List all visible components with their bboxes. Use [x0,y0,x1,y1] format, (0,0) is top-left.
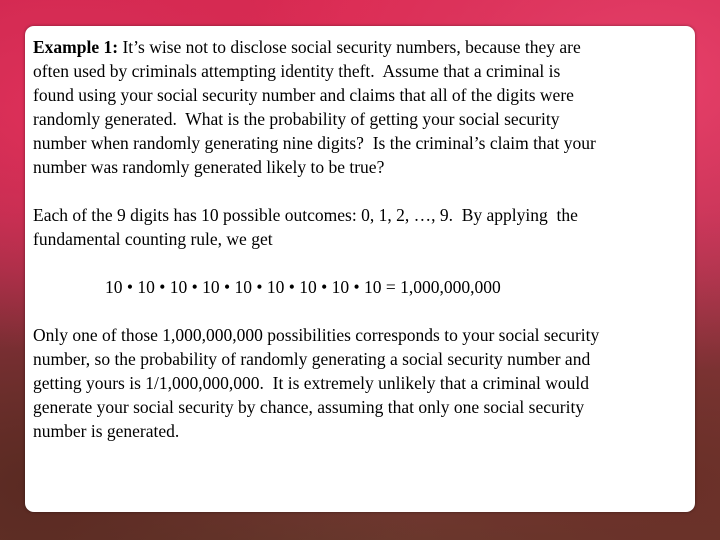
slide-text [33,35,693,443]
equation: 10 • 10 • 10 • 10 • 10 • 10 • 10 • 10 • 10 = 1,000,000,000 [105,277,501,297]
conclusion-line: number, so the probability of randomly generating a social security number and [33,349,591,369]
conclusion-line: generate your social security by chance, assuming that only one social security [33,397,585,417]
conclusion-line: Only one of those 1,000,000,000 possibilities corresponds to your social security [33,325,600,345]
conclusion-line: number is generated. [33,421,180,441]
intro-line: Each of the 9 digits has 10 possible outcomes: 0, 1, 2, …, 9. By applying the [33,205,578,225]
intro-line: fundamental counting rule, we get [33,229,273,249]
question-line: number when randomly generating nine digits? Is the criminal’s claim that your [33,133,596,153]
question-line: often used by criminals attempting identity theft. Assume that a criminal is [33,61,561,81]
example-label: Example 1: [33,37,119,57]
question-line: found using your social security number and claims that all of the digits were [33,85,574,105]
question-line: number was randomly generated likely to be true? [33,157,385,177]
question-line: randomly generated. What is the probability of getting your social security [33,109,560,129]
conclusion-line: getting yours is 1/1,000,000,000. It is extremely unlikely that a criminal would [33,373,590,393]
question-line: Example 1: It’s wise not to disclose social security numbers, because they are [33,37,581,57]
